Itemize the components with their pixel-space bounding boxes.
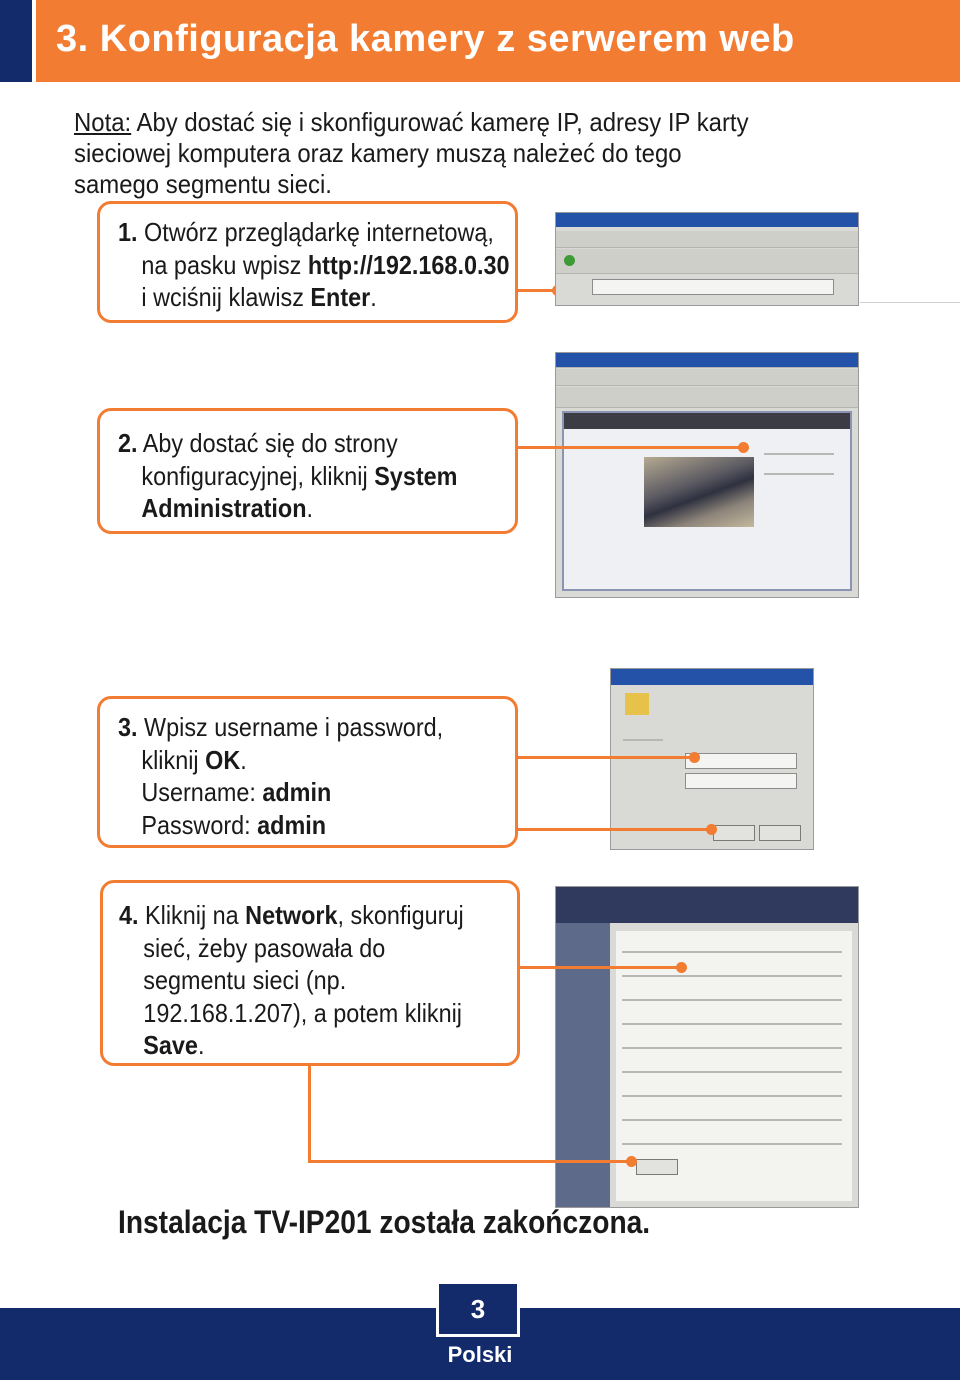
form-line [622,1095,842,1097]
step-1-url: http://192.168.0.30 [307,249,510,280]
form-line [622,1119,842,1121]
browser-toolbar [556,249,858,274]
header-navy-block [0,0,32,82]
step-4-connector-dot [626,1156,637,1167]
step-2-link: System [374,460,458,491]
step-1-box [97,201,518,323]
trendnet-logo [556,887,858,923]
form-line [622,1143,842,1145]
step-4-number: 4. [119,900,139,930]
menu-line [764,473,834,475]
back-icon [564,255,575,266]
step-2-connector [518,446,743,449]
step-4-text: Kliknij na [138,900,246,930]
step-3-number: 3. [118,712,138,742]
completion-message: Instalacja TV-IP201 została zakończona. [118,1204,651,1240]
step-3-connector [518,756,693,759]
step-1-text: i wciśnij klawisz [141,282,311,312]
browser-menubar [556,369,858,386]
password-field [685,773,797,789]
form-line [622,1071,842,1073]
step-4-text: , skonfiguruj [337,900,464,930]
step-2-connector-dot [738,442,749,453]
step-3-box [97,696,518,848]
step-1-screenshot [555,212,859,306]
browser-titlebar [556,213,858,227]
step-4-connector-down [308,1066,311,1162]
save-button-thumb [636,1159,678,1175]
camera-preview-image [644,457,754,527]
menu-line [764,453,834,455]
step-2-text: . [306,493,314,523]
step-1-text: Otwórz przeglądarkę internetową, [137,217,494,247]
step-3-connector-dot [689,752,700,763]
address-bar [592,279,834,295]
login-dialog-titlebar [611,669,813,685]
page-number: 3 [443,1288,513,1330]
step-4-text: sieć, żeby pasowała do [143,932,386,963]
step-2-text: Aby dostać się do strony [137,428,398,458]
form-line [622,999,842,1001]
step-3-connector-dot [706,824,717,835]
step-3-ok: OK [205,744,241,775]
step-2-link: Administration [141,493,307,523]
step-4-save: Save [143,1030,198,1060]
step-4-connector [520,966,680,969]
browser-menubar [556,231,858,248]
ok-button-thumb [713,825,755,841]
form-line [622,951,842,953]
browser-titlebar [556,353,858,368]
browser-toolbar [556,387,858,408]
step-2-number: 2. [118,428,138,458]
step-3-screenshot [610,668,814,850]
step-4-text: segmentu sieci (np. [143,965,347,995]
page-number-box [436,1281,520,1337]
language-label: Polski [447,1342,513,1367]
note-text: Aby dostać się i skonfigurować kamerę IP, adresy IP karty sieciowej komputera oraz kamery muszą należeć do tego samego segmentu sieci. [74,107,749,199]
step-4-network: Network [245,900,338,930]
cancel-button-thumb [759,825,801,841]
step-1-text: . [370,282,377,312]
step-4-connector-save [308,1160,632,1163]
step-1-key: Enter [310,282,371,312]
step-3-connector-ok [518,828,710,831]
form-line [622,1047,842,1049]
note-paragraph [74,107,773,200]
step-3-text: Wpisz username i password, [137,712,444,742]
camera-page-panel [562,411,852,591]
step-4-text: . [197,1030,205,1060]
step-3-text: . [240,744,247,775]
step-3-text: kliknij [141,744,206,775]
step-3-text: Password: [141,809,258,840]
form-line [622,1023,842,1025]
divider [860,302,960,303]
page-title: 3. Konfiguracja kamery z serwerem web [56,18,795,60]
step-4-box [100,880,520,1066]
note-label: Nota: [74,107,132,137]
step-4-connector-dot [676,962,687,973]
step-3-username: admin [262,777,332,807]
step-3-text: Username: [141,777,263,807]
key-icon [625,693,649,715]
step-4-text: 192.168.1.207), a potem kliknij [143,997,463,1028]
step-1-number: 1. [118,217,138,247]
step-1-text: na pasku wpisz [141,249,308,280]
form-line [622,975,842,977]
step-2-screenshot [555,352,859,598]
step-2-box [97,408,518,534]
step-3-password: admin [257,809,327,840]
field-label-line [623,739,663,741]
network-settings-form [616,931,852,1201]
trendnet-logo [564,413,850,429]
username-field [685,753,797,769]
step-2-text: konfiguracyjnej, kliknij [141,460,375,491]
